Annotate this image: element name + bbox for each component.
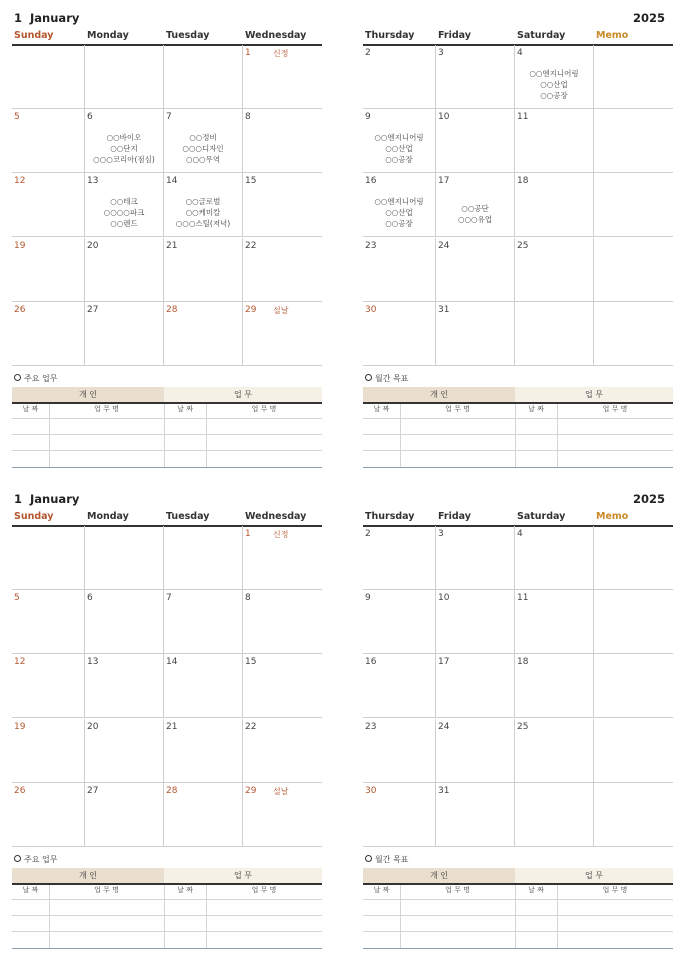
day-cell[interactable] [594,719,673,783]
date-number: 20 [87,722,99,732]
week-row [12,719,322,783]
day-cell[interactable] [436,302,515,366]
table-line [363,899,673,900]
day-cell[interactable] [12,719,85,783]
section-label: 월간 목표 [375,374,409,383]
day-cell[interactable] [85,302,164,366]
weekday-header: Friday [438,511,471,522]
date-number: 6 [87,112,93,122]
month-title [14,492,79,506]
date-number: 3 [438,48,444,58]
day-cell[interactable] [363,173,436,237]
week-row [363,526,673,590]
date-number: 25 [517,722,529,732]
day-cell[interactable] [243,719,322,783]
weekday-header: Thursday [365,30,415,41]
event-item: ○○산업 [385,144,413,153]
monthly-goals-title [365,854,408,865]
circle-bullet-icon [365,855,372,862]
day-cell[interactable] [363,302,436,366]
day-cell[interactable] [12,526,85,590]
task-table [12,387,322,470]
task-table [363,387,673,470]
weekday-header: Sunday [14,30,54,41]
date-number: 28 [166,786,178,796]
main-tasks-title [14,854,57,865]
column-header: 날 짜 [373,405,390,413]
column-header: 날 짜 [528,405,544,413]
date-number: 13 [87,657,99,667]
weekday-header: Memo [596,30,629,41]
date-number: 3 [438,529,444,539]
day-cell[interactable] [12,173,85,237]
date-number: 9 [365,112,371,122]
table-line [363,931,673,932]
column-header: 날 짜 [177,886,193,894]
weekday-header: Tuesday [166,511,210,522]
date-number: 24 [438,722,450,732]
date-number: 29 [245,305,257,315]
day-cell[interactable] [515,590,594,654]
week-row [12,109,322,173]
event-item: ○○바이오 [106,133,142,142]
date-number: 18 [517,176,529,186]
holiday-label: 설날 [273,306,289,315]
date-number: 7 [166,593,172,603]
table-line [12,418,322,419]
personal-header: 개 인 [12,387,164,402]
day-cell[interactable] [12,783,85,847]
monthly-goals-title [365,373,408,384]
day-cell[interactable] [594,783,673,847]
date-number: 17 [438,657,450,667]
date-number: 19 [14,241,26,251]
day-cell[interactable] [85,238,164,302]
event-item: ○○공장 [385,219,413,228]
event-list [164,196,242,229]
date-number: 27 [87,305,99,315]
date-number: 8 [245,593,251,603]
column-header: 업 무 명 [251,405,277,413]
month-name: January [30,11,80,25]
weekday-header: Friday [438,30,471,41]
column-header: 업 무 명 [445,405,470,413]
event-item: ○○○무역 [185,155,221,164]
event-item: ○○산업 [540,80,568,89]
day-cell[interactable] [594,109,673,173]
day-cell[interactable] [164,654,243,718]
table-line [363,434,673,435]
weekday-header: Saturday [517,511,566,522]
event-item: ○○○스틸(저녁) [175,219,231,228]
date-number: 21 [166,241,178,251]
event-item: ○○○디자인 [182,144,224,153]
day-cell[interactable] [363,109,436,173]
day-cell[interactable] [12,45,85,109]
table-divider [515,404,516,467]
date-number: 14 [166,657,178,667]
table-line [12,931,322,932]
day-cell[interactable] [85,783,164,847]
column-header: 업 무 명 [94,405,119,413]
event-item: ○○테크 [110,197,138,206]
event-list [85,132,163,165]
day-cell[interactable] [12,590,85,654]
table-divider [557,885,558,948]
weekday-header: Sunday [14,511,54,522]
day-cell[interactable] [85,173,164,237]
event-item: ○○글로벌 [185,197,221,206]
table-end-line [12,948,322,949]
event-item: ○○엔지니어링 [374,133,424,142]
week-row [363,783,673,847]
date-number: 10 [438,593,450,603]
date-number: 23 [365,241,377,251]
table-divider [206,885,207,948]
date-number: 25 [517,241,529,251]
week-row [12,526,322,590]
work-header: 업 무 [164,387,322,402]
day-cell[interactable] [164,719,243,783]
day-cell[interactable] [243,654,322,718]
day-cell[interactable] [515,302,594,366]
table-divider [400,885,401,948]
event-item: ○○공단 [461,204,489,213]
date-number: 12 [14,657,26,667]
personal-header: 개 인 [12,868,164,883]
circle-bullet-icon [14,374,21,381]
table-line [363,418,673,419]
weekday-header: Thursday [365,511,415,522]
table-divider [164,885,165,948]
day-cell[interactable] [436,238,515,302]
work-header: 업 무 [515,387,673,402]
table-divider [49,404,50,467]
week-row [363,302,673,366]
day-cell[interactable] [363,654,436,718]
day-cell[interactable] [243,109,322,173]
day-cell[interactable] [436,590,515,654]
day-cell[interactable] [515,719,594,783]
date-number: 2 [365,529,371,539]
day-cell[interactable] [436,45,515,109]
event-item: ○○○유업 [457,215,493,224]
day-cell[interactable] [594,302,673,366]
date-number: 30 [365,786,377,796]
week-row [12,45,322,109]
day-cell[interactable] [515,45,594,109]
month-number: 1 [14,11,23,25]
date-number: 15 [245,176,257,186]
date-number: 22 [245,241,257,251]
day-cell[interactable] [436,719,515,783]
day-cell[interactable] [12,238,85,302]
day-cell[interactable] [594,238,673,302]
date-number: 1 [245,529,251,539]
event-list [363,196,435,229]
week-row [363,109,673,173]
date-number: 6 [87,593,93,603]
date-number: 15 [245,657,257,667]
date-number: 26 [14,305,26,315]
date-number: 27 [87,786,99,796]
date-number: 2 [365,48,371,58]
day-cell[interactable] [12,302,85,366]
year-label: 2025 [632,492,665,506]
date-number: 9 [365,593,371,603]
week-row [12,238,322,302]
week-row [12,302,322,366]
date-number: 22 [245,722,257,732]
day-cell[interactable] [12,109,85,173]
date-number: 16 [365,176,377,186]
day-cell[interactable] [436,109,515,173]
day-cell[interactable] [363,526,436,590]
table-line [363,450,673,451]
table-divider [206,404,207,467]
table-divider [49,885,50,948]
table-line [363,915,673,916]
year-label: 2025 [632,11,665,25]
day-cell[interactable] [363,783,436,847]
date-number: 17 [438,176,450,186]
column-header: 날 짜 [22,405,39,413]
day-cell[interactable] [515,654,594,718]
date-number: 23 [365,722,377,732]
event-item: ○○공장 [385,155,413,164]
date-number: 26 [14,786,26,796]
day-cell[interactable] [164,783,243,847]
event-item: ○○정비 [189,133,217,142]
holiday-label: 신정 [273,530,289,539]
work-header: 업 무 [515,868,673,883]
day-cell[interactable] [243,783,322,847]
section-label: 주요 업무 [24,374,58,383]
column-header: 날 짜 [22,886,39,894]
date-number: 31 [438,786,450,796]
circle-bullet-icon [14,855,21,862]
date-number: 1 [245,48,251,58]
personal-header: 개 인 [363,387,515,402]
work-header: 업 무 [164,868,322,883]
day-cell[interactable] [164,526,243,590]
day-cell[interactable] [85,109,164,173]
table-line [12,450,322,451]
event-item: ○○케미칼 [185,208,221,217]
event-item: ○○산업 [385,208,413,217]
day-cell[interactable] [515,238,594,302]
day-cell[interactable] [164,302,243,366]
day-cell[interactable] [85,719,164,783]
table-divider [400,404,401,467]
day-cell[interactable] [164,109,243,173]
event-list [85,196,163,229]
event-list [363,132,435,165]
table-end-line [12,467,322,468]
date-number: 5 [14,593,20,603]
week-row [363,173,673,237]
week-row [363,719,673,783]
day-cell[interactable] [12,654,85,718]
day-cell[interactable] [85,654,164,718]
date-number: 12 [14,176,26,186]
date-number: 31 [438,305,450,315]
date-number: 11 [517,593,529,603]
column-header: 업 무 명 [94,886,119,894]
weekday-header: Saturday [517,30,566,41]
date-number: 4 [517,529,523,539]
column-header: 업 무 명 [251,886,277,894]
table-end-line [363,467,673,468]
day-cell[interactable] [515,526,594,590]
column-header: 날 짜 [373,886,390,894]
day-cell[interactable] [363,45,436,109]
table-divider [164,404,165,467]
event-list [515,68,593,101]
column-header: 날 짜 [177,405,193,413]
event-item: ○○엔지니어링 [529,69,579,78]
day-cell[interactable] [515,109,594,173]
day-cell[interactable] [515,783,594,847]
weekday-header: Tuesday [166,30,210,41]
month-spread [0,481,682,962]
event-item: ○○단지 [110,144,138,153]
day-cell[interactable] [85,590,164,654]
event-item: ○○엔지니어링 [374,197,424,206]
table-line [12,899,322,900]
day-cell[interactable] [85,526,164,590]
day-cell[interactable] [515,173,594,237]
date-number: 11 [517,112,529,122]
table-end-line [363,948,673,949]
day-cell[interactable] [436,783,515,847]
weekday-header: Wednesday [245,30,307,41]
day-cell[interactable] [243,590,322,654]
day-cell[interactable] [594,590,673,654]
table-divider [557,404,558,467]
weekday-header: Monday [87,511,129,522]
week-row [363,238,673,302]
date-number: 4 [517,48,523,58]
week-row [363,590,673,654]
table-divider [515,885,516,948]
day-cell[interactable] [594,45,673,109]
month-number: 1 [14,492,23,506]
date-number: 14 [166,176,178,186]
day-cell[interactable] [436,173,515,237]
day-cell[interactable] [436,526,515,590]
date-number: 13 [87,176,99,186]
circle-bullet-icon [365,374,372,381]
week-row [12,173,322,237]
section-label: 주요 업무 [24,855,58,864]
day-cell[interactable] [363,238,436,302]
day-cell[interactable] [164,173,243,237]
event-list [436,203,514,225]
date-number: 20 [87,241,99,251]
week-row [363,654,673,718]
date-number: 18 [517,657,529,667]
personal-header: 개 인 [363,868,515,883]
date-number: 16 [365,657,377,667]
table-line [12,434,322,435]
week-row [363,45,673,109]
date-number: 21 [166,722,178,732]
date-number: 8 [245,112,251,122]
date-number: 10 [438,112,450,122]
event-item: ○○○○파크 [103,208,145,217]
day-cell[interactable] [243,302,322,366]
task-table [12,868,322,951]
week-row [12,783,322,847]
date-number: 5 [14,112,20,122]
day-cell[interactable] [594,526,673,590]
task-table [363,868,673,951]
month-name: January [30,492,80,506]
column-header: 날 짜 [528,886,544,894]
day-cell[interactable] [243,45,322,109]
holiday-label: 설날 [273,787,289,796]
date-number: 24 [438,241,450,251]
day-cell[interactable] [243,173,322,237]
week-row [12,654,322,718]
day-cell[interactable] [363,590,436,654]
day-cell[interactable] [363,719,436,783]
week-row [12,590,322,654]
day-cell[interactable] [164,45,243,109]
day-cell[interactable] [243,238,322,302]
day-cell[interactable] [594,173,673,237]
column-header: 업 무 명 [602,405,628,413]
weekday-header: Wednesday [245,511,307,522]
event-item: ○○공장 [540,91,568,100]
event-list [164,132,242,165]
day-cell[interactable] [436,654,515,718]
day-cell[interactable] [85,45,164,109]
day-cell[interactable] [164,590,243,654]
date-number: 28 [166,305,178,315]
day-cell[interactable] [243,526,322,590]
holiday-label: 신정 [273,49,289,58]
day-cell[interactable] [164,238,243,302]
section-label: 월간 목표 [375,855,409,864]
date-number: 7 [166,112,172,122]
event-item: ○○○코리아(점심) [93,155,155,164]
day-cell[interactable] [594,654,673,718]
main-tasks-title [14,373,57,384]
table-line [12,915,322,916]
column-header: 업 무 명 [445,886,470,894]
event-item: ○○렌드 [110,219,138,228]
column-header: 업 무 명 [602,886,628,894]
weekday-header: Monday [87,30,129,41]
date-number: 29 [245,786,257,796]
month-title [14,11,79,25]
weekday-header: Memo [596,511,629,522]
date-number: 19 [14,722,26,732]
date-number: 30 [365,305,377,315]
